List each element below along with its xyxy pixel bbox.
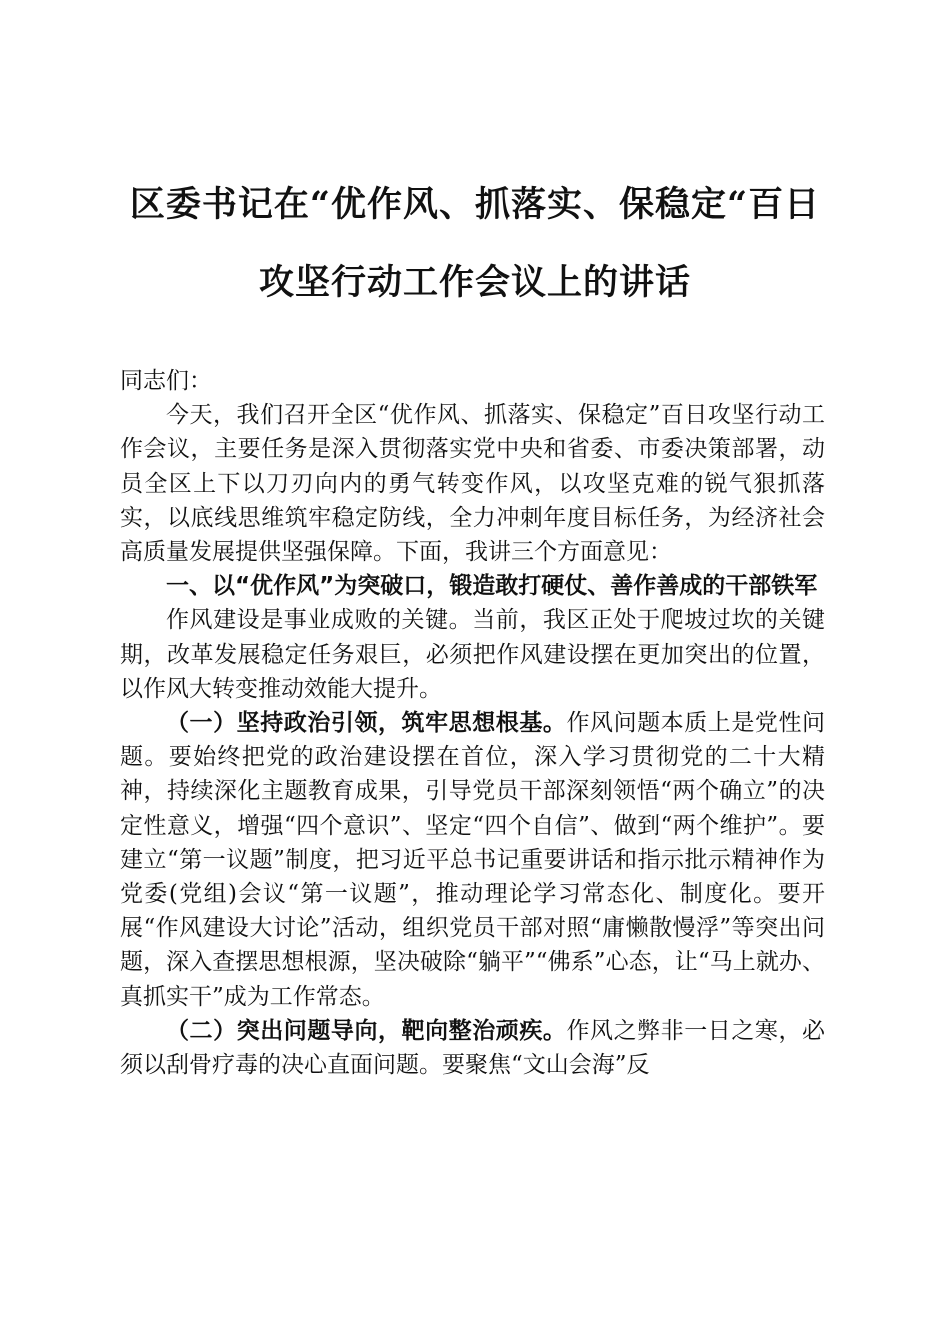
sub-heading-2: （二）突出问题导向，靶向整治顽疾。 [166,1016,567,1044]
paragraph-sub2 [120,1014,825,1082]
title-line-1: 区委书记在“优作风、抓落实、保稳定“百日 [129,184,821,225]
paragraph-sub1 [120,706,825,1014]
document-title [100,166,850,322]
paragraph-section1-intro: 作风建设是事业成败的关键。当前，我区正处于爬坡过坎的关键期，改革发展稳定任务艰巨，必须把作风建设摆在更加突出的位置，以作风大转变推动效能大提升。 [120,607,825,702]
sub-body-1: 作风问题本质上是党性问题。要始终把党的政治建设摆在首位，深入学习贯彻党的二十大精神，持续深化主题教育成果，引导党员干部深刻领悟“两个确立”的决定性意义，增强“四个意识”、坚定“四个自信”、做到“两个维护”。要建立“第一议题”制度，把习近平总书记重要讲话和指示批示精神作为党委(党组)会议“第一议题”，推动理论学习常态化、制度化。要开展“作风建设大讨论”活动，组织党员干部对照“庸懒散慢浮”等突出问题，深入查摆思想根源，坚决破除“躺平”“佛系”心态，让“马上就办、真抓实干”成为工作常态。 [120,710,826,1010]
document-body [120,364,825,1082]
sub-body-2: 作风之弊非一日之寒，必须以刮骨疗毒的决心直面问题。要聚焦“文山会海”反 [120,1017,826,1079]
title-line-2: 攻坚行动工作会议上的讲话 [258,262,691,303]
salutation: 同志们： [120,368,212,394]
sub-heading-1: （一）坚持政治引领，筑牢思想根基。 [166,709,567,737]
section-heading-1: 一、以“优作风”为突破口，锻造敢打硬仗、善作善成的干部铁军 [166,573,818,600]
paragraph-intro: 今天，我们召开全区“优作风、抓落实、保稳定”百日攻坚行动工作会议，主要任务是深入贯彻落实党中央和省委、市委决策部署，动员全区上下以刀刃向内的勇气转变作风，以攻坚克难的锐气狠抓落实，以底线思维筑牢稳定防线，全力冲刺年度目标任务，为经济社会高质量发展提供坚强保障。下面，我讲三个方面意见： [120,402,825,566]
